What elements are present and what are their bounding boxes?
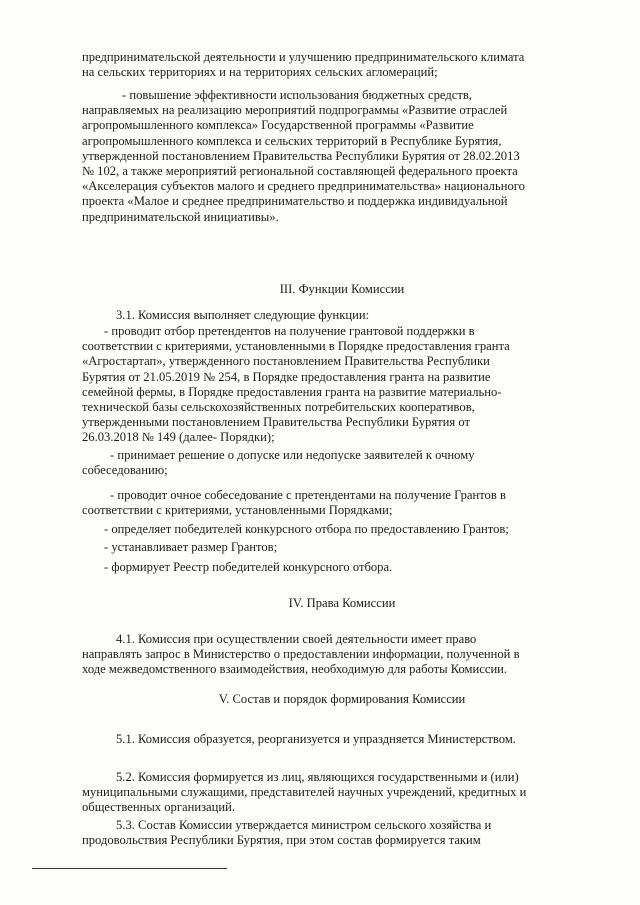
function-item-grant-size: - устанавливает размер Грантов;: [104, 540, 278, 554]
text-line: семейной фермы, в Порядке предоставления гранта на развитие материально-: [82, 384, 502, 399]
text-line: - проводит отбор претендентов на получение грантовой поддержки в: [104, 324, 475, 338]
text-line: ходе межведомственного взаимодействия, необходимую для работы Комиссии.: [82, 662, 508, 677]
text-line: 4.1. Комиссия при осуществлении своей деятельности имеет право: [116, 632, 477, 646]
function-item-winners: - определяет победителей конкурсного отбора по предоставлению Грантов;: [104, 522, 509, 536]
text-line: - принимает решение о допуске или недопуске заявителей к очному: [110, 448, 475, 462]
intro-tail-paragraph: [82, 50, 602, 80]
text-line: агропромышленного комплекса и сельских территорий в Республике Бурятия,: [82, 133, 502, 148]
text-line: утвержденными постановлением Правительства Республики Бурятия от: [82, 415, 470, 430]
section-3-intro: 3.1. Комиссия выполняет следующие функции:: [116, 308, 370, 322]
text-line: 5.3. Состав Комиссии утверждается министром сельского хозяйства и: [116, 818, 492, 832]
section-4-heading: IV. Права Комиссии: [288, 596, 396, 610]
text-line: агропромышленного комплекса» Государственной программы «Развитие: [82, 118, 474, 133]
text-line: проекта «Малое и среднее предпринимательство и поддержка индивидуальной: [82, 194, 508, 209]
text-line: - проводит очное собеседование с претендентами на получение Грантов в: [110, 488, 506, 502]
text-line: 5.2. Комиссия формируется из лиц, являющихся государственными и (или): [116, 770, 519, 784]
text-line: муниципальными служащими, представителей научных учреждений, кредитных и: [82, 785, 527, 800]
section-3-heading: III. Функции Комиссии: [279, 282, 405, 296]
paragraph-5-3: [82, 818, 602, 848]
text-line: продовольствия Республики Бурятия, при этом состав формируется таким: [82, 833, 481, 848]
text-line: - повышение эффективности использования бюджетных средств,: [122, 88, 472, 102]
text-line: № 102, а также мероприятий региональной составляющей федерального проекта: [82, 164, 518, 179]
text-line: 26.03.2018 № 149 (далее- Порядки);: [82, 430, 275, 445]
text-line: общественных организаций.: [82, 800, 236, 815]
text-line: утвержденной постановлением Правительства Республики Бурятия от 28.02.2013: [82, 148, 520, 163]
text-line: предпринимательской инициативы».: [82, 209, 279, 224]
function-item-admission: [82, 448, 602, 478]
text-line: направляемых на реализацию мероприятий подпрограммы «Развитие отраслей: [82, 103, 508, 118]
paragraph-4-1: [82, 632, 602, 678]
budget-efficiency-item: [82, 88, 602, 225]
text-line: собеседованию;: [82, 463, 168, 478]
paragraph-5-2: [82, 770, 602, 816]
paragraph-5-1: 5.1. Комиссия образуется, реорганизуется и упраздняется Министерством.: [116, 732, 516, 746]
text-line: «Акселерация субъектов малого и среднего предпринимательства» национального: [82, 179, 525, 194]
function-item-interview: [82, 488, 602, 518]
footnote-separator: [32, 868, 227, 869]
section-5-heading: V. Состав и порядок формирования Комиссии: [218, 692, 466, 706]
text-line: соответствии с критериями, установленными Порядками;: [82, 503, 393, 518]
text-line: на сельских территориях и на территориях сельских агломераций;: [82, 65, 438, 80]
text-line: предпринимательской деятельности и улучшению предпринимательского климата: [82, 50, 525, 64]
function-item-registry: - формирует Реестр победителей конкурсного отбора.: [104, 560, 393, 574]
function-item-selection: [82, 324, 602, 446]
text-line: направлять запрос в Министерство о предоставлении информации, полученной в: [82, 647, 520, 662]
text-line: Бурятия от 21.05.2019 № 254, в Порядке предоставления гранта на развитие: [82, 369, 491, 384]
text-line: соответствии с критериями, установленными в Порядке предоставления гранта: [82, 339, 510, 354]
text-line: «Агростартап», утвержденного постановлением Правительства Республики: [82, 354, 490, 369]
text-line: технической базы сельскохозяйственных потребительских кооперативов,: [82, 400, 475, 415]
